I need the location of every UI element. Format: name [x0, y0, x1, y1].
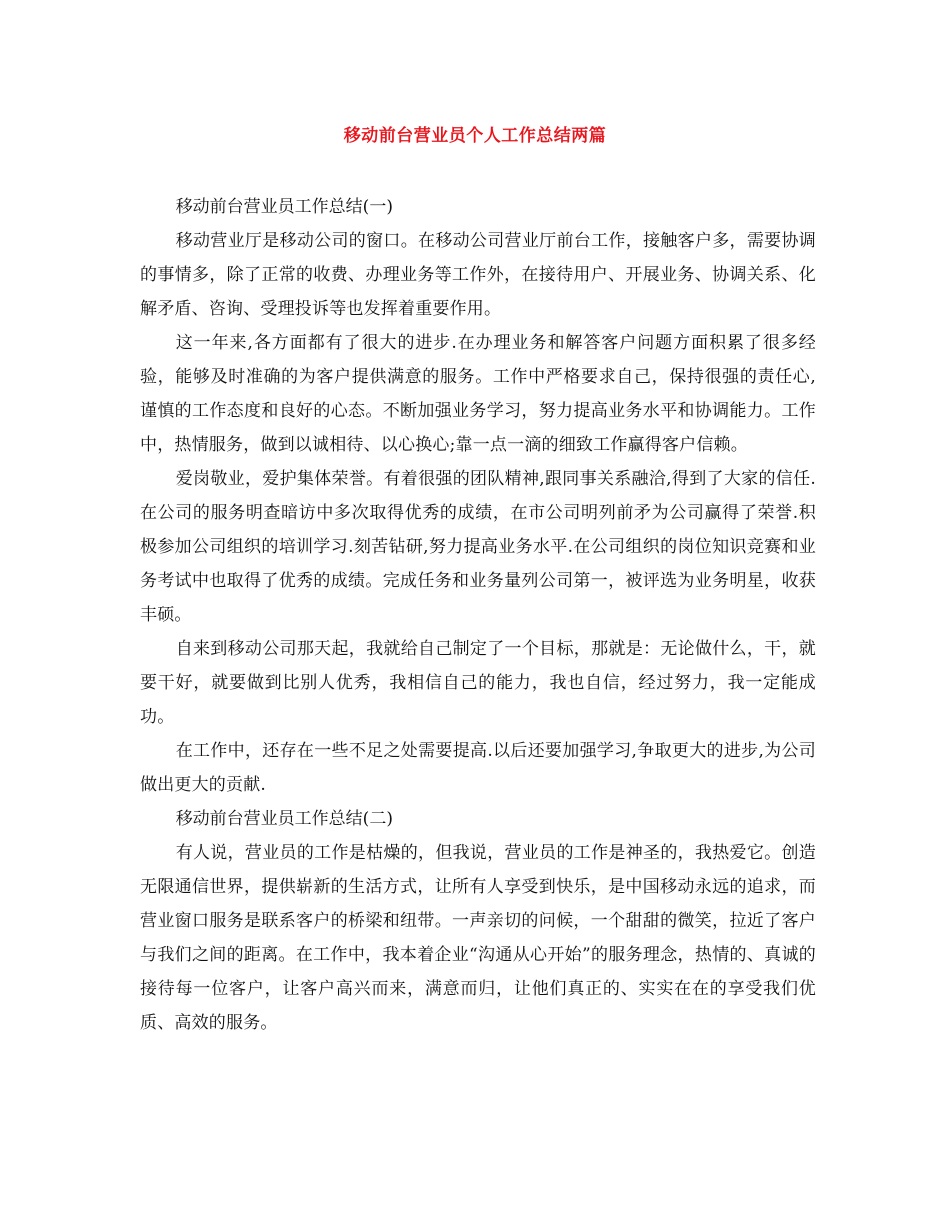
- paragraph: 在工作中，还存在一些不足之处需要提高.以后还要加强学习,争取更大的进步,为公司做出更大的贡献.: [140, 741, 816, 795]
- paragraph: 这一年来,各方面都有了很大的进步.在办理业务和解答客户问题方面积累了很多经验，能够及时准确的为客户提供满意的服务。工作中严格要求自己，保持很强的责任心,谨慎的工作态度和良好的心态。不断加强业务学习，努力提高业务水平和协调能力。工作中，热情服务，做到以诚相待、以心换心;靠一点一滴的细致工作赢得客户信赖。: [140, 333, 816, 455]
- section-heading-1: 移动前台营业员工作总结(一): [175, 197, 393, 217]
- document-body: [140, 190, 816, 1040]
- paragraph: 移动营业厅是移动公司的窗口。在移动公司营业厅前台工作，接触客户多，需要协调的事情多，除了正常的收费、办理业务等工作外，在接待用户、开展业务、协调关系、化解矛盾、咨询、受理投诉等也发挥着重要作用。: [140, 231, 816, 319]
- paragraph: 爱岗敬业，爱护集体荣誉。有着很强的团队精神,跟同事关系融洽,得到了大家的信任.在公司的服务明查暗访中多次取得优秀的成绩，在市公司明列前矛为公司赢得了荣誉.积极参加公司组织的培训学习.刻苦钻研,努力提高业务水平.在公司组织的岗位知识竞赛和业务考试中也取得了优秀的成绩。完成任务和业务量列公司第一，被评选为业务明星，收获丰硕。: [140, 469, 816, 625]
- paragraph: 自来到移动公司那天起，我就给自己制定了一个目标，那就是：无论做什么，干，就要干好，就要做到比别人优秀，我相信自己的能力，我也自信，经过努力，我一定能成功。: [140, 639, 816, 727]
- paragraph: 有人说，营业员的工作是枯燥的，但我说，营业员的工作是神圣的，我热爱它。创造无限通信世界，提供崭新的生活方式，让所有人享受到快乐，是中国移动永远的追求，而营业窗口服务是联系客户的桥梁和纽带。一声亲切的问候，一个甜甜的微笑，拉近了客户与我们之间的距离。在工作中，我本着企业“沟通从心开始”的服务理念，热情的、真诚的接待每一位客户，让客户高兴而来，满意而归，让他们真正的、实实在在的享受我们优质、高效的服务。: [140, 843, 816, 1033]
- document-title: 移动前台营业员个人工作总结两篇: [343, 126, 607, 146]
- section-heading-2: 移动前台营业员工作总结(二): [175, 809, 393, 829]
